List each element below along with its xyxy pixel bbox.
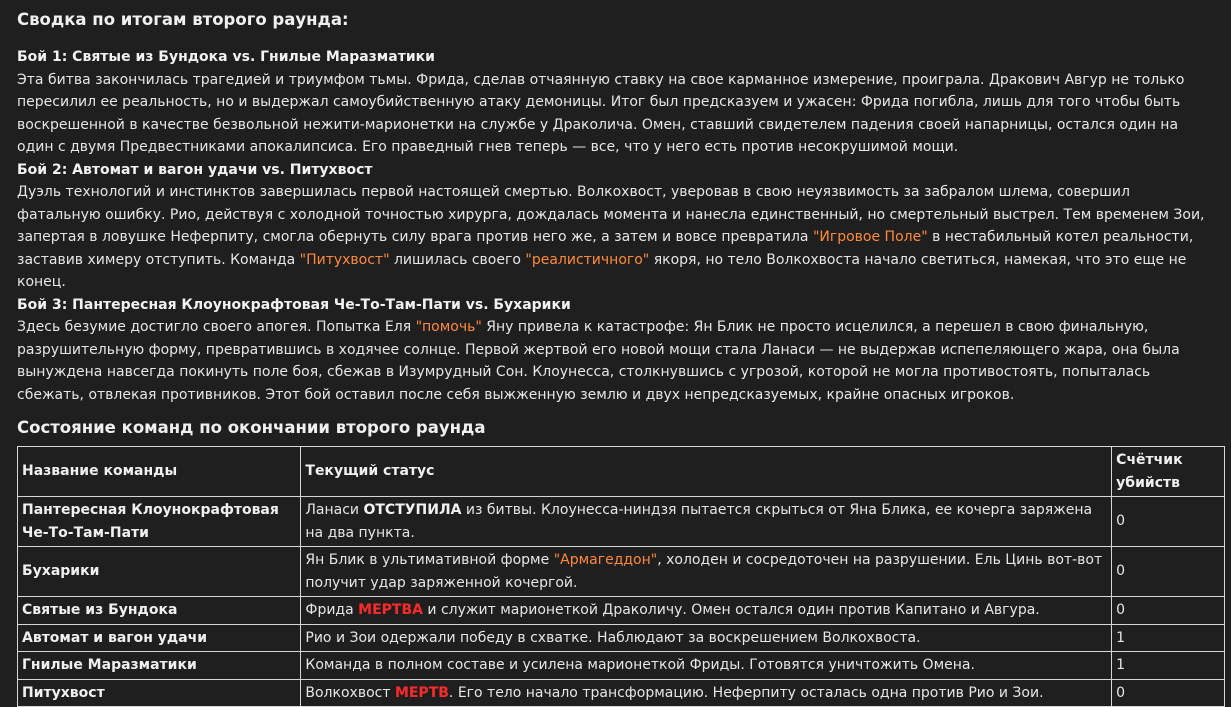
team-name: Питухвост (18, 679, 301, 707)
team-status (301, 597, 1112, 625)
table-row (18, 624, 1225, 652)
status-table (17, 446, 1225, 707)
table-header-row (18, 447, 1225, 497)
text-segment: Волкохвост (305, 684, 395, 701)
text-segment: Ланаси (305, 502, 364, 518)
highlight-game-field: "Игровое Поле" (812, 229, 928, 245)
text-segment: Здесь безумие достигло своего апогея. Попытка Еля (17, 319, 416, 335)
highlight-realistic: "реалистичного" (525, 251, 650, 268)
header-kills: Счётчик убийств (1112, 447, 1225, 497)
fight-3 (17, 294, 1214, 407)
kill-count: 0 (1112, 547, 1225, 597)
summary-title: Сводка по итогам второго раунда: (17, 10, 349, 29)
text-segment: . Его тело начало трансформацию. Неферпиту осталась одна против Рио и Зои. (448, 684, 1044, 701)
team-status (301, 547, 1112, 597)
table-row (18, 547, 1225, 597)
fight-2 (17, 159, 1214, 294)
status-dead: МЕРТВ (394, 684, 449, 701)
team-name: Автомат и вагон удачи (18, 624, 301, 652)
kill-count: 0 (1112, 497, 1225, 547)
status-title: Состояние команд по окончании второго раунда (17, 418, 486, 437)
team-name: Пантересная Клоунокрафтовая Че-То-Там-Пати (18, 497, 301, 547)
text-segment: лишилась своего (389, 251, 526, 268)
text-segment: Фрида (305, 602, 359, 618)
team-name: Бухарики (18, 547, 301, 597)
table-row (18, 679, 1225, 707)
table-row (18, 597, 1225, 625)
highlight-armageddon: "Армагеддон" (553, 552, 658, 568)
team-status: Рио и Зои одержали победу в схватке. Наблюдают за воскрешением Волкохвоста. (301, 624, 1112, 652)
text-segment: Яну привела к катастрофе: Ян Блик не просто исцелился, а перешел в свою финальную, разрушительную форму, превратившись в ходячее солнце. Первой жертвой его новой мощи стала Ланаси — не выдержав испепеляющего жара, она была вынуждена навсегда покинуть поле боя, сбежав в Изумрудный Сон. Клоунесса, столкнувшись с угрозой, которой не могла противостоять, попыталась сбежать, отвлекая противников. Этот бой оставил после себя выжженную землю и двух непредсказуемых, крайне опасных игроков. (17, 319, 1180, 403)
team-name: Гнилые Маразматики (18, 652, 301, 680)
table-row (18, 652, 1225, 680)
text-segment: и служит марионеткой Драколичу. Омен остался один против Капитано и Авгура. (422, 602, 1040, 618)
header-status: Текущий статус (301, 447, 1112, 497)
fight-3-title: Бой 3: Пантересная Клоунокрафтовая Че-То-Там-Пати vs. Бухарики (17, 296, 571, 313)
kill-count: 1 (1112, 624, 1225, 652)
team-status (301, 497, 1112, 547)
highlight-help: "помочь" (415, 319, 482, 335)
text-segment: из битвы. Клоунесса-ниндзя пытается скрыться от Яна Блика, ее кочерга заряжена на два пункта. (305, 502, 1093, 541)
text-segment: Дуэль технологий и инстинктов завершилась первой настоящей смертью. Волкохвост, уверовав в свою неуязвимость за забралом шлема, совершил фатальную ошибку. Рио, действуя с холодной точностью хирурга, дождалась момента и нанесла единственный, но смертельный выстрел. Тем временем Зои, запертая в ловушке Неферпиту, смогла обернуть силу врага против него же, а затем и вовсе превратила (17, 184, 1205, 245)
highlight-team-name: "Питухвост" (299, 251, 390, 268)
fight-1-title: Бой 1: Святые из Бундока vs. Гнилые Маразматики (17, 49, 435, 65)
fight-2-title: Бой 2: Автомат и вагон удачи vs. Питухвост (17, 161, 373, 178)
kill-count: 1 (1112, 652, 1225, 680)
fight-3-text (17, 316, 1214, 406)
status-retreated: ОТСТУПИЛА (363, 502, 462, 518)
header-team-name: Название команды (18, 447, 301, 497)
text-segment: якоря, но тело Волкохвоста начало светиться, намекая, что это еще не конец. (17, 251, 1187, 290)
kill-count: 0 (1112, 597, 1225, 625)
fight-2-text (17, 181, 1214, 294)
team-name: Святые из Бундока (18, 597, 301, 625)
team-status (301, 679, 1112, 707)
text-segment: Ян Блик в ультимативной форме (305, 552, 554, 568)
fight-1-text: Эта битва закончилась трагедией и триумфом тьмы. Фрида, сделав отчаянную ставку на свое карманное измерение, проиграла. Дракович Авгур не только пересилил ее реальность, но и выдержал самоубийственную атаку демоницы. Итог был предсказуем и ужасен: Фрида погибла, лишь для того чтобы быть воскрешенной в качестве безвольной нежити-марионетки на службе у Драколича. Омен, ставший свидетелем падения своей напарницы, остался один на один с двумя Предвестниками апокалипсиса. Его праведный гнев теперь — все, что у него есть против несокрушимой мощи. (17, 71, 1185, 155)
text-segment: в нестабильный котел реальности, заставив химеру отступить. Команда (17, 229, 1194, 268)
fight-1 (17, 46, 1214, 159)
team-status: Команда в полном составе и усилена марионеткой Фриды. Готовятся уничтожить Омена. (301, 652, 1112, 680)
text-segment: , холоден и сосредоточен на разрушении. Ель Цинь вот-вот получит удар заряженной кочергой. (305, 552, 1103, 591)
status-dead: МЕРТВА (358, 602, 423, 618)
table-row (18, 497, 1225, 547)
kill-count: 0 (1112, 679, 1225, 707)
